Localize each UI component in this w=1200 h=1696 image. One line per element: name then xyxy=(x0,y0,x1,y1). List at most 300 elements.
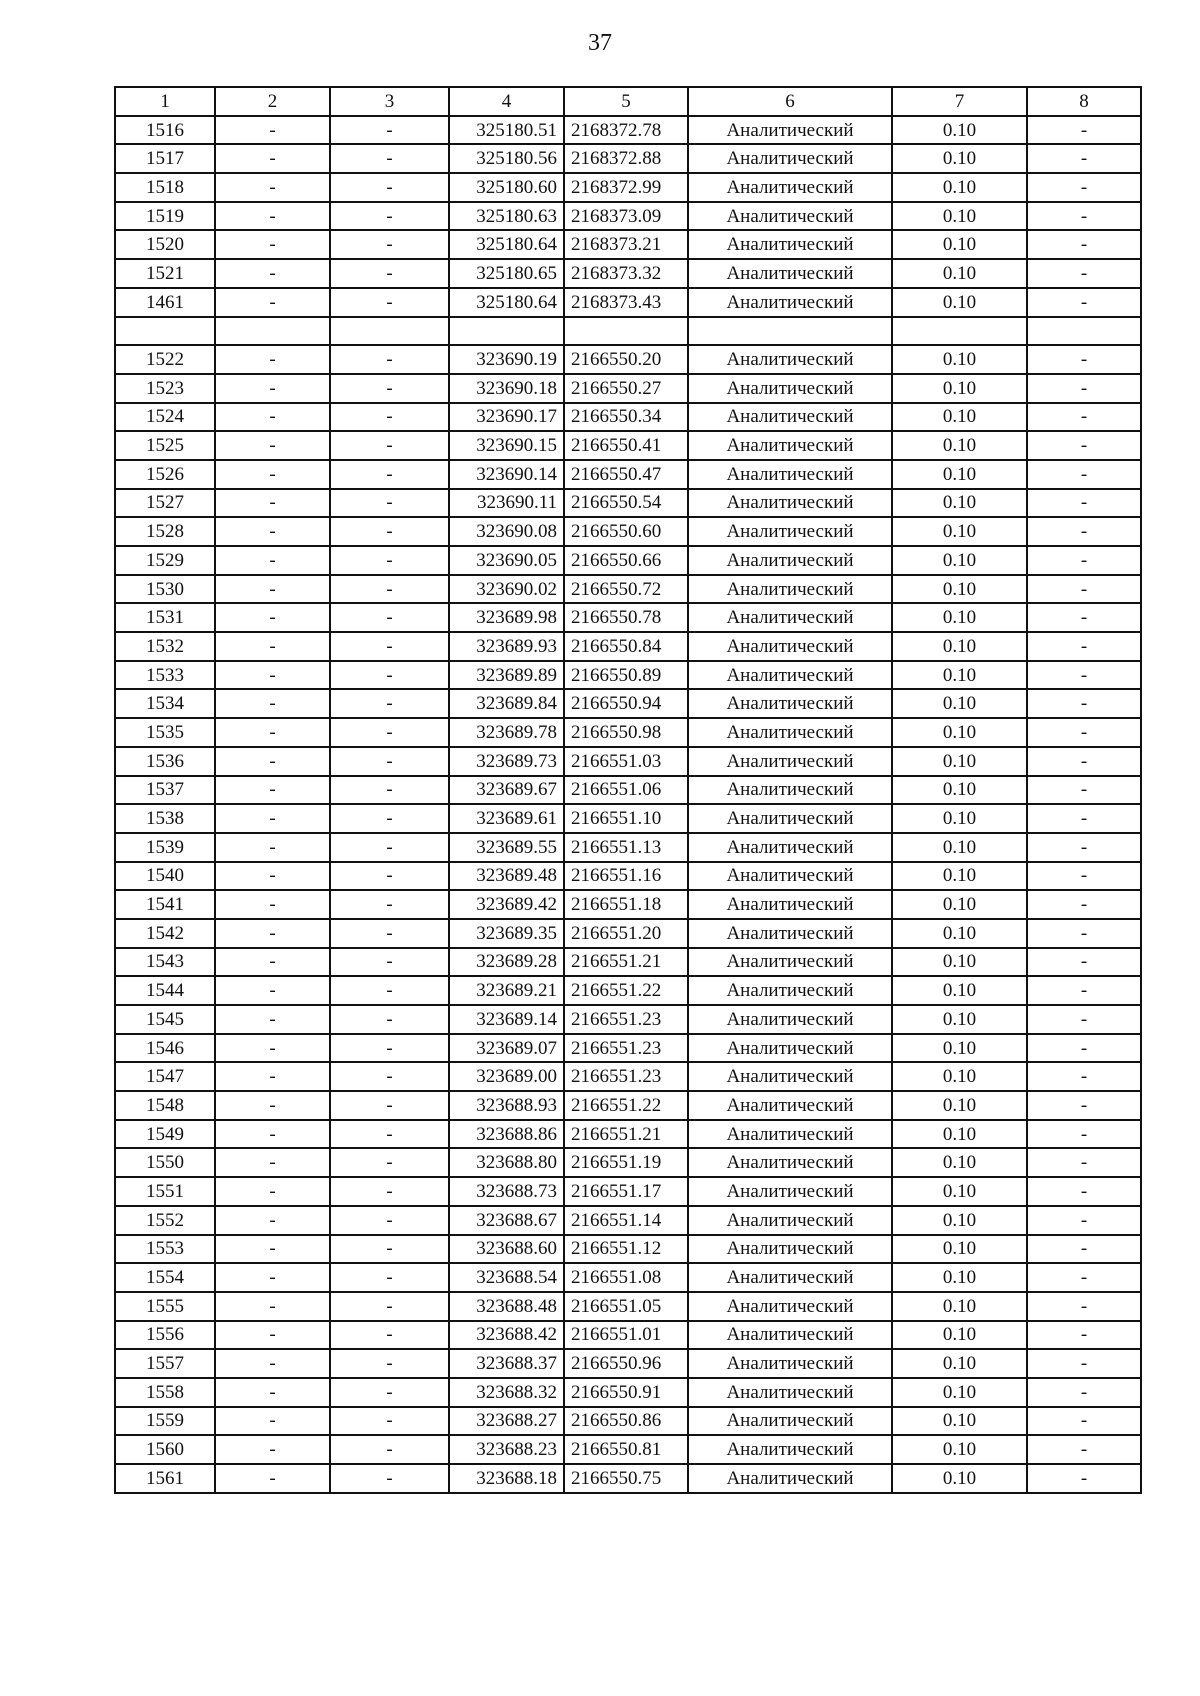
point-number-cell xyxy=(115,317,215,346)
x-coordinate-cell: 323689.89 xyxy=(449,661,564,690)
point-number-cell: 1526 xyxy=(115,460,215,489)
col2-cell: - xyxy=(215,489,330,518)
table-row xyxy=(115,919,1141,948)
col3-cell: - xyxy=(330,1292,449,1321)
col3-cell: - xyxy=(330,1034,449,1063)
y-coordinate-cell: 2166551.23 xyxy=(564,1034,688,1063)
x-coordinate-cell: 323690.17 xyxy=(449,403,564,432)
x-coordinate-cell: 323688.80 xyxy=(449,1148,564,1177)
point-number-cell: 1548 xyxy=(115,1091,215,1120)
accuracy-cell: 0.10 xyxy=(892,1062,1027,1091)
accuracy-cell: 0.10 xyxy=(892,460,1027,489)
col3-cell: - xyxy=(330,431,449,460)
y-coordinate-cell: 2166551.05 xyxy=(564,1292,688,1321)
point-number-cell: 1525 xyxy=(115,431,215,460)
point-number-cell: 1529 xyxy=(115,546,215,575)
col3-cell: - xyxy=(330,919,449,948)
col3-cell: - xyxy=(330,661,449,690)
point-number-cell: 1527 xyxy=(115,489,215,518)
col8-cell: - xyxy=(1027,718,1141,747)
accuracy-cell: 0.10 xyxy=(892,1407,1027,1436)
y-coordinate-cell: 2166550.91 xyxy=(564,1378,688,1407)
table-row xyxy=(115,862,1141,891)
accuracy-cell: 0.10 xyxy=(892,632,1027,661)
x-coordinate-cell: 323689.98 xyxy=(449,603,564,632)
point-number-cell: 1556 xyxy=(115,1321,215,1350)
method-cell: Аналитический xyxy=(688,776,892,805)
table-row xyxy=(115,833,1141,862)
coordinates-table xyxy=(114,86,1142,1494)
x-coordinate-cell: 325180.64 xyxy=(449,230,564,259)
x-coordinate-cell: 323689.84 xyxy=(449,689,564,718)
method-cell: Аналитический xyxy=(688,1034,892,1063)
y-coordinate-cell xyxy=(564,317,688,346)
col8-cell: - xyxy=(1027,976,1141,1005)
table-row xyxy=(115,1235,1141,1264)
y-coordinate-cell: 2166550.47 xyxy=(564,460,688,489)
col8-cell: - xyxy=(1027,747,1141,776)
col8-cell: - xyxy=(1027,116,1141,145)
accuracy-cell: 0.10 xyxy=(892,747,1027,776)
accuracy-cell xyxy=(892,317,1027,346)
point-number-cell: 1523 xyxy=(115,374,215,403)
col2-cell: - xyxy=(215,1349,330,1378)
point-number-cell: 1543 xyxy=(115,948,215,977)
point-number-cell: 1530 xyxy=(115,575,215,604)
col8-cell: - xyxy=(1027,1148,1141,1177)
table-row xyxy=(115,345,1141,374)
col8-cell: - xyxy=(1027,1091,1141,1120)
point-number-cell: 1560 xyxy=(115,1435,215,1464)
col3-cell: - xyxy=(330,1091,449,1120)
col2-cell: - xyxy=(215,517,330,546)
method-cell: Аналитический xyxy=(688,1321,892,1350)
col8-cell: - xyxy=(1027,919,1141,948)
y-coordinate-cell: 2166550.20 xyxy=(564,345,688,374)
table-row xyxy=(115,603,1141,632)
x-coordinate-cell: 323689.35 xyxy=(449,919,564,948)
col3-cell: - xyxy=(330,1235,449,1264)
col2-cell: - xyxy=(215,259,330,288)
column-header: 4 xyxy=(449,87,564,116)
point-number-cell: 1558 xyxy=(115,1378,215,1407)
col3-cell: - xyxy=(330,833,449,862)
col2-cell: - xyxy=(215,230,330,259)
y-coordinate-cell: 2166551.14 xyxy=(564,1206,688,1235)
x-coordinate-cell: 323690.11 xyxy=(449,489,564,518)
y-coordinate-cell: 2166550.54 xyxy=(564,489,688,518)
col8-cell: - xyxy=(1027,1062,1141,1091)
method-cell: Аналитический xyxy=(688,1177,892,1206)
col2-cell: - xyxy=(215,546,330,575)
col2-cell: - xyxy=(215,747,330,776)
method-cell: Аналитический xyxy=(688,1120,892,1149)
x-coordinate-cell: 323689.07 xyxy=(449,1034,564,1063)
col3-cell: - xyxy=(330,1148,449,1177)
column-header: 2 xyxy=(215,87,330,116)
col8-cell: - xyxy=(1027,776,1141,805)
point-number-cell: 1559 xyxy=(115,1407,215,1436)
x-coordinate-cell: 325180.65 xyxy=(449,259,564,288)
table-row xyxy=(115,804,1141,833)
accuracy-cell: 0.10 xyxy=(892,230,1027,259)
col8-cell: - xyxy=(1027,1292,1141,1321)
col3-cell: - xyxy=(330,890,449,919)
point-number-cell: 1554 xyxy=(115,1263,215,1292)
col3-cell: - xyxy=(330,804,449,833)
method-cell: Аналитический xyxy=(688,144,892,173)
point-number-cell: 1528 xyxy=(115,517,215,546)
col8-cell: - xyxy=(1027,173,1141,202)
method-cell: Аналитический xyxy=(688,1378,892,1407)
point-number-cell: 1517 xyxy=(115,144,215,173)
method-cell: Аналитический xyxy=(688,288,892,317)
y-coordinate-cell: 2166550.86 xyxy=(564,1407,688,1436)
table-row xyxy=(115,144,1141,173)
accuracy-cell: 0.10 xyxy=(892,1034,1027,1063)
col3-cell: - xyxy=(330,144,449,173)
col8-cell: - xyxy=(1027,1349,1141,1378)
method-cell: Аналитический xyxy=(688,1292,892,1321)
x-coordinate-cell: 323689.55 xyxy=(449,833,564,862)
y-coordinate-cell: 2166550.75 xyxy=(564,1464,688,1493)
point-number-cell: 1550 xyxy=(115,1148,215,1177)
method-cell: Аналитический xyxy=(688,804,892,833)
accuracy-cell: 0.10 xyxy=(892,948,1027,977)
y-coordinate-cell: 2166551.08 xyxy=(564,1263,688,1292)
col3-cell xyxy=(330,317,449,346)
method-cell xyxy=(688,317,892,346)
col2-cell: - xyxy=(215,1034,330,1063)
x-coordinate-cell: 323689.14 xyxy=(449,1005,564,1034)
col2-cell: - xyxy=(215,603,330,632)
accuracy-cell: 0.10 xyxy=(892,919,1027,948)
col8-cell: - xyxy=(1027,833,1141,862)
table-row xyxy=(115,1034,1141,1063)
accuracy-cell: 0.10 xyxy=(892,776,1027,805)
table-row xyxy=(115,288,1141,317)
col2-cell: - xyxy=(215,718,330,747)
col2-cell: - xyxy=(215,1005,330,1034)
method-cell: Аналитический xyxy=(688,1263,892,1292)
col3-cell: - xyxy=(330,173,449,202)
table-row xyxy=(115,1321,1141,1350)
method-cell: Аналитический xyxy=(688,948,892,977)
point-number-cell: 1536 xyxy=(115,747,215,776)
col2-cell: - xyxy=(215,919,330,948)
column-header: 6 xyxy=(688,87,892,116)
point-number-cell: 1545 xyxy=(115,1005,215,1034)
col3-cell: - xyxy=(330,517,449,546)
y-coordinate-cell: 2166551.03 xyxy=(564,747,688,776)
col3-cell: - xyxy=(330,862,449,891)
col8-cell: - xyxy=(1027,1378,1141,1407)
x-coordinate-cell: 323688.86 xyxy=(449,1120,564,1149)
accuracy-cell: 0.10 xyxy=(892,661,1027,690)
point-number-cell: 1518 xyxy=(115,173,215,202)
y-coordinate-cell: 2166551.13 xyxy=(564,833,688,862)
col2-cell: - xyxy=(215,1062,330,1091)
page-number: 37 xyxy=(588,30,612,56)
x-coordinate-cell: 323689.00 xyxy=(449,1062,564,1091)
col3-cell: - xyxy=(330,603,449,632)
col2-cell: - xyxy=(215,116,330,145)
col8-cell: - xyxy=(1027,517,1141,546)
accuracy-cell: 0.10 xyxy=(892,689,1027,718)
col8-cell: - xyxy=(1027,1120,1141,1149)
method-cell: Аналитический xyxy=(688,632,892,661)
col2-cell: - xyxy=(215,689,330,718)
method-cell: Аналитический xyxy=(688,374,892,403)
col3-cell: - xyxy=(330,230,449,259)
x-coordinate-cell: 323690.18 xyxy=(449,374,564,403)
x-coordinate-cell: 323689.67 xyxy=(449,776,564,805)
table-row xyxy=(115,517,1141,546)
col3-cell: - xyxy=(330,1435,449,1464)
col8-cell: - xyxy=(1027,489,1141,518)
table-row xyxy=(115,890,1141,919)
method-cell: Аналитический xyxy=(688,603,892,632)
col3-cell: - xyxy=(330,976,449,1005)
column-header: 5 xyxy=(564,87,688,116)
method-cell: Аналитический xyxy=(688,1005,892,1034)
accuracy-cell: 0.10 xyxy=(892,345,1027,374)
point-number-cell: 1533 xyxy=(115,661,215,690)
x-coordinate-cell: 323689.93 xyxy=(449,632,564,661)
col8-cell: - xyxy=(1027,603,1141,632)
point-number-cell: 1461 xyxy=(115,288,215,317)
col2-cell: - xyxy=(215,804,330,833)
col2-cell: - xyxy=(215,1378,330,1407)
x-coordinate-cell: 323688.73 xyxy=(449,1177,564,1206)
accuracy-cell: 0.10 xyxy=(892,546,1027,575)
col2-cell: - xyxy=(215,1407,330,1436)
col8-cell: - xyxy=(1027,1435,1141,1464)
method-cell: Аналитический xyxy=(688,1062,892,1091)
x-coordinate-cell: 323689.73 xyxy=(449,747,564,776)
col2-cell: - xyxy=(215,976,330,1005)
y-coordinate-cell: 2168372.78 xyxy=(564,116,688,145)
y-coordinate-cell: 2166551.18 xyxy=(564,890,688,919)
col2-cell: - xyxy=(215,1235,330,1264)
table-row xyxy=(115,116,1141,145)
x-coordinate-cell: 323690.19 xyxy=(449,345,564,374)
col3-cell: - xyxy=(330,403,449,432)
x-coordinate-cell: 323690.02 xyxy=(449,575,564,604)
column-header: 1 xyxy=(115,87,215,116)
method-cell: Аналитический xyxy=(688,1349,892,1378)
accuracy-cell: 0.10 xyxy=(892,259,1027,288)
table-row xyxy=(115,259,1141,288)
table-row xyxy=(115,1091,1141,1120)
table-row xyxy=(115,661,1141,690)
col2-cell: - xyxy=(215,460,330,489)
accuracy-cell: 0.10 xyxy=(892,862,1027,891)
accuracy-cell: 0.10 xyxy=(892,1378,1027,1407)
col2-cell: - xyxy=(215,776,330,805)
x-coordinate-cell: 323689.61 xyxy=(449,804,564,833)
col8-cell: - xyxy=(1027,374,1141,403)
y-coordinate-cell: 2166551.10 xyxy=(564,804,688,833)
col8-cell: - xyxy=(1027,1464,1141,1493)
table-row xyxy=(115,173,1141,202)
col2-cell: - xyxy=(215,1120,330,1149)
method-cell: Аналитический xyxy=(688,689,892,718)
x-coordinate-cell: 325180.64 xyxy=(449,288,564,317)
y-coordinate-cell: 2166551.01 xyxy=(564,1321,688,1350)
col8-cell: - xyxy=(1027,230,1141,259)
x-coordinate-cell: 323690.08 xyxy=(449,517,564,546)
x-coordinate-cell: 323689.48 xyxy=(449,862,564,891)
col8-cell: - xyxy=(1027,689,1141,718)
table-row xyxy=(115,460,1141,489)
point-number-cell: 1547 xyxy=(115,1062,215,1091)
col8-cell: - xyxy=(1027,1235,1141,1264)
accuracy-cell: 0.10 xyxy=(892,890,1027,919)
col8-cell: - xyxy=(1027,288,1141,317)
x-coordinate-cell xyxy=(449,317,564,346)
y-coordinate-cell: 2166550.27 xyxy=(564,374,688,403)
y-coordinate-cell: 2166550.60 xyxy=(564,517,688,546)
point-number-cell: 1542 xyxy=(115,919,215,948)
table-row xyxy=(115,403,1141,432)
accuracy-cell: 0.10 xyxy=(892,173,1027,202)
accuracy-cell: 0.10 xyxy=(892,1177,1027,1206)
table-row xyxy=(115,489,1141,518)
col3-cell: - xyxy=(330,718,449,747)
col2-cell: - xyxy=(215,1206,330,1235)
col2-cell xyxy=(215,317,330,346)
accuracy-cell: 0.10 xyxy=(892,489,1027,518)
accuracy-cell: 0.10 xyxy=(892,1349,1027,1378)
accuracy-cell: 0.10 xyxy=(892,1235,1027,1264)
col3-cell: - xyxy=(330,1062,449,1091)
x-coordinate-cell: 323688.27 xyxy=(449,1407,564,1436)
point-number-cell: 1521 xyxy=(115,259,215,288)
y-coordinate-cell: 2166551.19 xyxy=(564,1148,688,1177)
col8-cell: - xyxy=(1027,431,1141,460)
method-cell: Аналитический xyxy=(688,345,892,374)
accuracy-cell: 0.10 xyxy=(892,431,1027,460)
x-coordinate-cell: 323688.48 xyxy=(449,1292,564,1321)
col2-cell: - xyxy=(215,575,330,604)
accuracy-cell: 0.10 xyxy=(892,1464,1027,1493)
table-row xyxy=(115,948,1141,977)
y-coordinate-cell: 2166551.21 xyxy=(564,948,688,977)
table-row xyxy=(115,431,1141,460)
header-row xyxy=(115,87,1141,116)
table-row xyxy=(115,374,1141,403)
x-coordinate-cell: 323688.42 xyxy=(449,1321,564,1350)
col8-cell xyxy=(1027,317,1141,346)
accuracy-cell: 0.10 xyxy=(892,1206,1027,1235)
method-cell: Аналитический xyxy=(688,833,892,862)
point-number-cell: 1555 xyxy=(115,1292,215,1321)
point-number-cell: 1561 xyxy=(115,1464,215,1493)
col3-cell: - xyxy=(330,776,449,805)
col8-cell: - xyxy=(1027,259,1141,288)
column-header: 8 xyxy=(1027,87,1141,116)
y-coordinate-cell: 2168373.09 xyxy=(564,202,688,231)
table-row xyxy=(115,230,1141,259)
method-cell: Аналитический xyxy=(688,431,892,460)
x-coordinate-cell: 323688.23 xyxy=(449,1435,564,1464)
col3-cell: - xyxy=(330,345,449,374)
col8-cell: - xyxy=(1027,661,1141,690)
y-coordinate-cell: 2166551.06 xyxy=(564,776,688,805)
y-coordinate-cell: 2166550.96 xyxy=(564,1349,688,1378)
x-coordinate-cell: 323689.78 xyxy=(449,718,564,747)
x-coordinate-cell: 325180.63 xyxy=(449,202,564,231)
table-row xyxy=(115,776,1141,805)
x-coordinate-cell: 323690.15 xyxy=(449,431,564,460)
col3-cell: - xyxy=(330,1321,449,1350)
col2-cell: - xyxy=(215,345,330,374)
point-number-cell: 1534 xyxy=(115,689,215,718)
y-coordinate-cell: 2166550.98 xyxy=(564,718,688,747)
method-cell: Аналитический xyxy=(688,460,892,489)
table-row xyxy=(115,1062,1141,1091)
table-row xyxy=(115,1378,1141,1407)
table-row xyxy=(115,1435,1141,1464)
method-cell: Аналитический xyxy=(688,1464,892,1493)
accuracy-cell: 0.10 xyxy=(892,517,1027,546)
col3-cell: - xyxy=(330,1407,449,1436)
table-row xyxy=(115,632,1141,661)
accuracy-cell: 0.10 xyxy=(892,1321,1027,1350)
method-cell: Аналитический xyxy=(688,1407,892,1436)
col2-cell: - xyxy=(215,431,330,460)
col8-cell: - xyxy=(1027,862,1141,891)
col3-cell: - xyxy=(330,288,449,317)
col3-cell: - xyxy=(330,632,449,661)
col2-cell: - xyxy=(215,833,330,862)
col2-cell: - xyxy=(215,1177,330,1206)
x-coordinate-cell: 325180.60 xyxy=(449,173,564,202)
col2-cell: - xyxy=(215,202,330,231)
col8-cell: - xyxy=(1027,1177,1141,1206)
point-number-cell: 1522 xyxy=(115,345,215,374)
col8-cell: - xyxy=(1027,948,1141,977)
y-coordinate-cell: 2166550.84 xyxy=(564,632,688,661)
accuracy-cell: 0.10 xyxy=(892,1435,1027,1464)
accuracy-cell: 0.10 xyxy=(892,1292,1027,1321)
x-coordinate-cell: 323688.18 xyxy=(449,1464,564,1493)
method-cell: Аналитический xyxy=(688,173,892,202)
y-coordinate-cell: 2166551.20 xyxy=(564,919,688,948)
method-cell: Аналитический xyxy=(688,202,892,231)
y-coordinate-cell: 2166550.41 xyxy=(564,431,688,460)
col8-cell: - xyxy=(1027,1206,1141,1235)
y-coordinate-cell: 2168373.43 xyxy=(564,288,688,317)
col2-cell: - xyxy=(215,632,330,661)
y-coordinate-cell: 2168373.32 xyxy=(564,259,688,288)
accuracy-cell: 0.10 xyxy=(892,403,1027,432)
accuracy-cell: 0.10 xyxy=(892,1091,1027,1120)
point-number-cell: 1519 xyxy=(115,202,215,231)
col8-cell: - xyxy=(1027,890,1141,919)
accuracy-cell: 0.10 xyxy=(892,116,1027,145)
y-coordinate-cell: 2166551.16 xyxy=(564,862,688,891)
x-coordinate-cell: 325180.56 xyxy=(449,144,564,173)
point-number-cell: 1535 xyxy=(115,718,215,747)
x-coordinate-cell: 323690.14 xyxy=(449,460,564,489)
y-coordinate-cell: 2166550.94 xyxy=(564,689,688,718)
col3-cell: - xyxy=(330,1378,449,1407)
col8-cell: - xyxy=(1027,403,1141,432)
table-row xyxy=(115,575,1141,604)
col2-cell: - xyxy=(215,1148,330,1177)
